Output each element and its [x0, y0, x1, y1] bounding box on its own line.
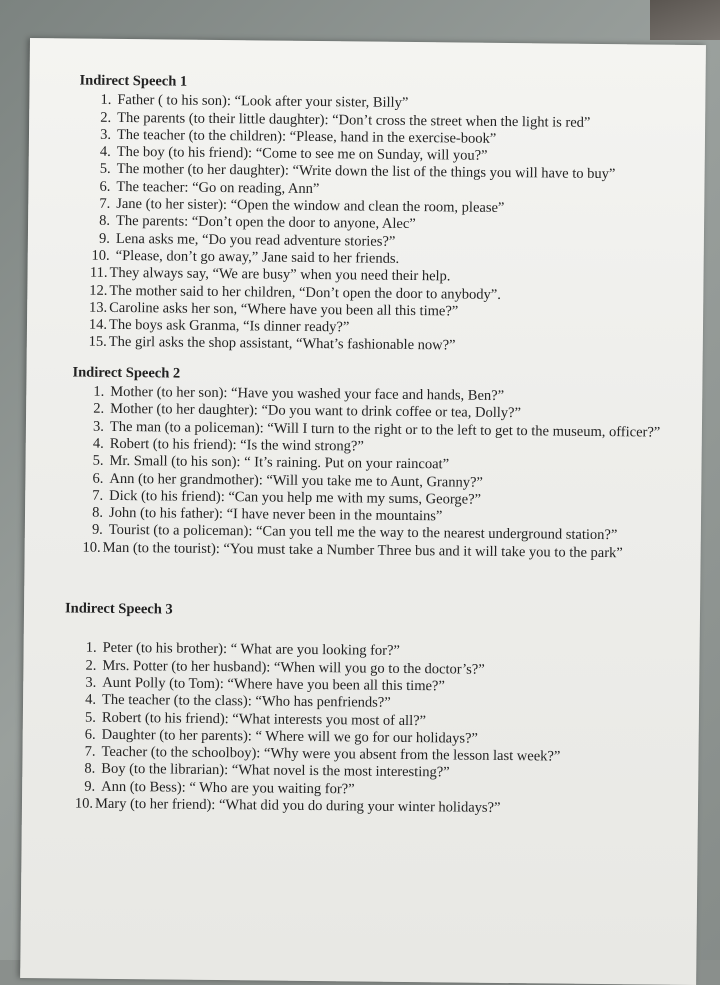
section-title: Indirect Speech 2	[72, 364, 181, 382]
section-indirect-speech-1	[71, 72, 684, 357]
item-text: Mother (to her son): “Have you washed your face and hands, Ben?”	[110, 383, 505, 405]
item-text: The man (to a policeman): “Will I turn to the right or to the left to get to the museum, officer?”	[109, 418, 661, 441]
desk-corner	[650, 0, 720, 40]
item-number: 8.	[92, 504, 104, 521]
item-number: 7.	[92, 487, 104, 504]
item-number: 3.	[85, 674, 97, 691]
item-text: Lena asks me, “Do you read adventure stories?”	[115, 230, 396, 250]
item-text: Robert (to his friend): “What interests you most of all?”	[101, 709, 427, 729]
item-text: Teacher (to the schoolboy): “Why were you absent from the lesson last week?”	[101, 743, 561, 765]
item-text: Aunt Polly (to Tom): “Where have you been all this time?”	[102, 674, 445, 695]
section-indirect-speech-3	[57, 600, 678, 819]
item-number: 4.	[85, 691, 97, 708]
section-indirect-speech-2	[65, 364, 681, 563]
item-number: 2.	[93, 401, 105, 418]
item-text: The boy (to his friend): “Come to see me on Sunday, will you?”	[116, 144, 488, 164]
item-number: 1.	[85, 639, 97, 657]
item-text: The teacher (to the class): “Who has penfriends?”	[101, 691, 391, 712]
exercise-list	[57, 640, 678, 819]
item-number: 2.	[85, 657, 97, 674]
item-number: 6.	[99, 178, 111, 195]
item-text: Mrs. Potter (to her husband): “When will you go to the doctor’s?”	[102, 657, 485, 678]
item-number: 10.	[82, 539, 101, 556]
item-number: 6.	[92, 470, 104, 487]
item-text: Peter (to his brother): “ What are you looking for?”	[102, 640, 400, 660]
exercise-list	[71, 92, 684, 358]
item-text: Father ( to his son): “Look after your sister, Billy”	[117, 92, 409, 112]
item-text: Jane (to her sister): “Open the window and clean the room, please”	[116, 195, 505, 217]
item-number: 12.	[89, 282, 108, 299]
item-number: 5.	[84, 709, 96, 726]
item-number: 5.	[99, 161, 111, 178]
item-number: 3.	[100, 126, 112, 143]
item-text: Mary (to her friend): “What did you do during your winter holidays?”	[94, 795, 501, 816]
section-title: Indirect Speech 3	[64, 600, 173, 618]
item-text: Tourist (to a policeman): “Can you tell me the way to the nearest underground station?”	[108, 522, 618, 544]
item-text: Mother (to her daughter): “Do you want to drink coffee or tea, Dolly?”	[110, 401, 522, 422]
item-number: 6.	[84, 726, 96, 743]
item-text: Ann (to Bess): “ Who are you waiting for?”	[101, 778, 355, 798]
item-number: 4.	[99, 143, 111, 161]
item-number: 3.	[92, 418, 105, 435]
item-number: 10.	[74, 795, 94, 812]
item-number: 7.	[99, 195, 111, 212]
item-text: The parents (to their little daughter): “Don’t cross the street when the light is red”	[117, 109, 591, 131]
item-text: Dick (to his friend): “Can you help me with my sums, George?”	[109, 487, 482, 508]
item-number: 8.	[99, 213, 111, 230]
item-text: John (to his father): “I have never been in the mountains”	[108, 504, 443, 525]
item-number: 9.	[91, 522, 103, 539]
item-text: The mother said to her children, “Don’t open the door to anybody”.	[109, 282, 501, 303]
paper-sheet	[20, 38, 706, 985]
item-text: The teacher (to the children): “Please, hand in the exercise-book”	[116, 126, 497, 147]
item-text: Mr. Small (to his son): “ It’s raining. Put on your raincoat”	[109, 453, 450, 473]
item-number: 13.	[88, 299, 108, 316]
item-number: 8.	[84, 761, 96, 778]
item-number: 1.	[100, 92, 112, 109]
item-number: 7.	[84, 743, 96, 760]
item-number: 15.	[88, 334, 107, 351]
item-text: Caroline asks her son, “Where have you been all this time?”	[109, 299, 459, 320]
section-title: Indirect Speech 1	[79, 72, 188, 90]
item-text: Robert (to his friend): “Is the wind strong?”	[109, 435, 364, 455]
item-text: Man (to the tourist): “You must take a Number Three bus and it will take you to the park”	[102, 539, 623, 561]
item-text: The girl asks the shop assistant, “What’s fashionable now?”	[108, 334, 456, 354]
worksheet-content	[66, 72, 684, 819]
item-text: Daughter (to her parents): “ Where will we go for our holidays?”	[101, 726, 478, 747]
item-number: 10.	[91, 247, 110, 264]
item-text: Ann (to her grandmother): “Will you take me to Aunt, Granny?”	[109, 470, 483, 491]
item-number: 4.	[92, 435, 104, 452]
item-text: The teacher: “Go on reading, Ann”	[116, 178, 320, 197]
item-text: “Please, don’t go away,” Jane said to her friends.	[115, 247, 400, 267]
item-text: Boy (to the librarian): “What novel is the most interesting?”	[101, 761, 450, 781]
item-number: 11.	[89, 264, 108, 282]
item-number: 1.	[93, 383, 105, 400]
item-number: 9.	[98, 230, 110, 247]
item-text: The mother (to her daughter): “Write down the list of the things you will have to buy”	[116, 161, 616, 183]
item-number: 5.	[92, 452, 104, 470]
item-text: The parents: “Don’t open the door to anyone, Alec”	[116, 213, 416, 233]
exercise-list	[65, 383, 681, 562]
item-number: 14.	[88, 316, 108, 333]
item-text: They always say, “We are busy” when you need their help.	[109, 265, 451, 285]
item-text: The boys ask Granma, “Is dinner ready?”	[108, 316, 350, 336]
item-number: 2.	[100, 109, 112, 126]
item-number: 9.	[84, 778, 96, 795]
